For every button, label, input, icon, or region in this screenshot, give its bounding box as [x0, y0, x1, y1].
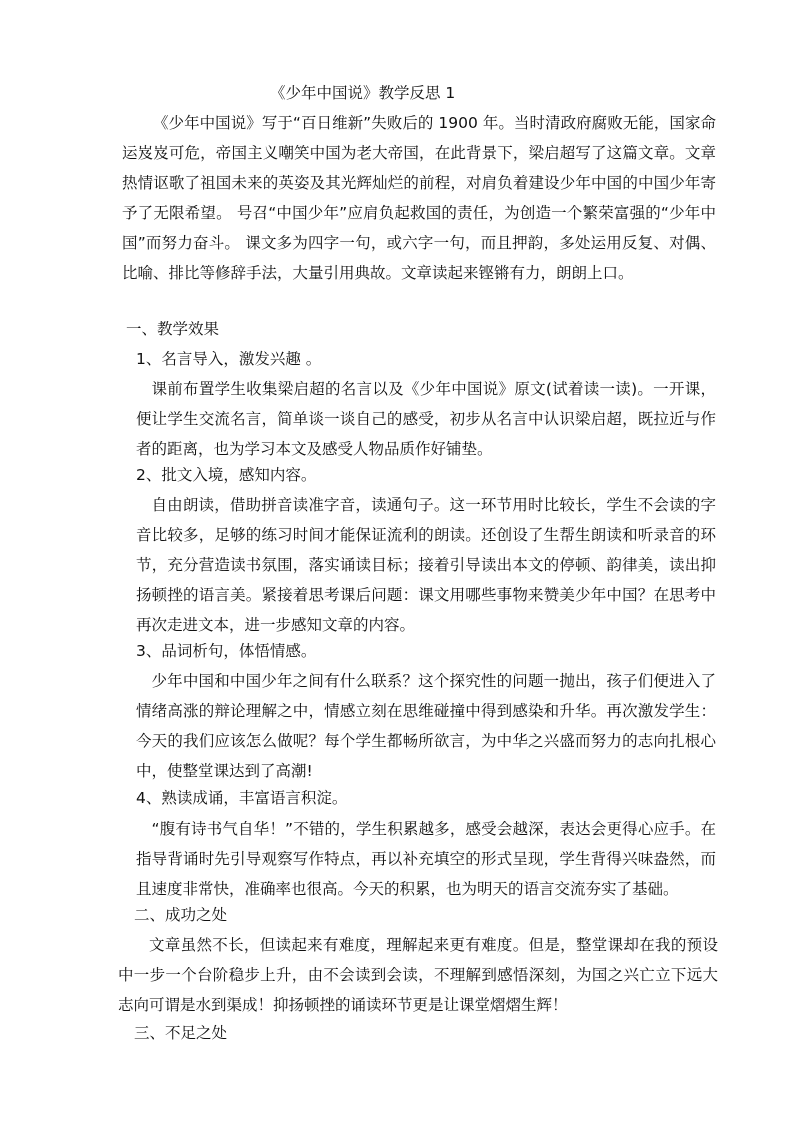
document-title: 《少年中国说》教学反思 1 — [270, 84, 456, 102]
item3-body: 少年中国和中国少年之间有什么联系？这个探究性的问题一抛出，孩子们便进入了情绪高涨的辩论理解之中，情感立刻在思维碰撞中得到感染和升华。再次激发学生：今天的我们应该怎么做呢？每个学生都畅所欲言，为中华之兴盛而努力的志向扎根心中，使整堂课达到了高潮! — [136, 672, 716, 780]
item4-body: “腹有诗书气自华！”不错的，学生积累越多，感受会越深，表达会更得心应手。在指导背诵时先引导观察写作特点，再以补充填空的形式呈现，学生背得兴味盎然，而且速度非常快，准确率也很高。今天的积累，也为明天的语言交流夯实了基础。 — [136, 820, 716, 898]
section2-body: 文章虽然不长，但读起来有难度，理解起来更有难度。但是，整堂课却在我的预设中一步一个台阶稳步上升，由不会读到会读，不理解到感悟深刻，为国之兴亡立下远大志向可谓是水到渠成！抑扬顿挫的诵读环节更是让课堂熠熠生辉！ — [118, 936, 718, 1014]
section3-heading: 三、不足之处 — [134, 1024, 228, 1042]
item2-title: 2、批文入境，感知内容。 — [136, 466, 317, 484]
item3-title: 3、品词析句，体悟情感。 — [136, 642, 317, 660]
item1-body: 课前布置学生收集梁启超的名言以及《少年中国说》原文(试着读一读)。一开课，便让学生交流名言，简单谈一谈自己的感受，初步从名言中认识梁启超，既拉近与作者的距离，也为学习本文及感受人物品质作好铺垫。 — [136, 380, 716, 458]
section2-heading: 二、成功之处 — [134, 906, 228, 924]
intro-paragraph: 《少年中国说》写于“百日维新”失败后的 1900 年。当时清政府腐败无能，国家命运岌岌可危，帝国主义嘲笑中国为老大帝国，在此背景下，梁启超写了这篇文章。文章热情讴歌了祖国未来的英姿及其光辉灿烂的前程，对肩负着建设少年中国的中国少年寄予了无限希望。 号召“中国少年”应肩负起救国的责任，为创造一个繁荣富强的“少年中国”而努力奋斗。 课文多为四字一句，或六字一句，而且押韵，多处运用反复、对偶、比喻、排比等修辞手法，大量引用典故。文章读起来铿锵有力，朗朗上口。 — [122, 114, 716, 282]
item1-title: 1、名言导入，激发兴趣 。 — [136, 350, 322, 368]
item4-title: 4、熟读成诵，丰富语言积淀。 — [136, 789, 348, 807]
section1-heading: 一、教学效果 — [126, 320, 220, 338]
item2-body: 自由朗读，借助拼音读准字音，读通句子。这一环节用时比较长，学生不会读的字音比较多，足够的练习时间才能保证流利的朗读。还创设了生帮生朗读和听录音的环节，充分营造读书氛围，落实诵读目标；接着引导读出本文的停顿、韵律美，读出抑扬顿挫的语言美。紧接着思考课后问题：课文用哪些事物来赞美少年中国？在思考中再次走进文本，进一步感知文章的内容。 — [136, 496, 716, 634]
